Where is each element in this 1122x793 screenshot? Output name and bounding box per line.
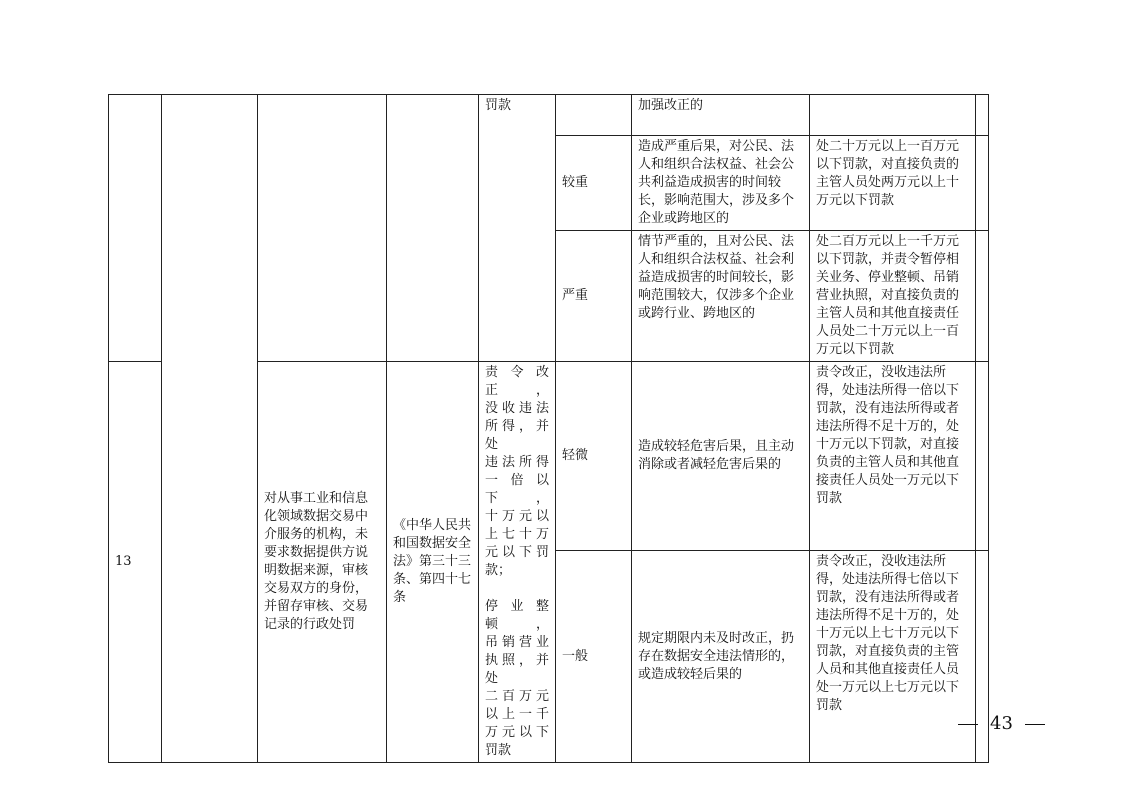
penalty-line: 罚款 (485, 743, 512, 758)
penalty-line: 停业整顿， (485, 599, 549, 632)
cell-item: 对从事工业和信息化领域数据交易中介服务的机构，未要求数据提供方说明数据来源，审核交易双方的身份，并留存审核、交易记录的行政处罚 (258, 362, 387, 763)
cell-penalty-continued: 罚款 (479, 95, 556, 362)
cell-item-empty (258, 95, 387, 362)
table-row (109, 95, 989, 136)
penalty-lines-b (485, 598, 549, 760)
cell-circumstance: 情节严重的，且对公民、法人和组织合法权益、社会利益造成损害的时间较长，影响范围较大，仅涉多个企业或跨行业、跨地区的 (632, 231, 810, 362)
dash-left (958, 724, 978, 725)
penalty-line: 十万元以 (485, 509, 549, 524)
penalty-line: 一倍以下， (485, 473, 549, 506)
cell-number-empty (109, 95, 162, 362)
penalty-standards-table (108, 94, 989, 763)
page-number: 43 (990, 713, 1013, 734)
cell-level: 轻微 (556, 362, 632, 551)
penalty-lines-a (485, 364, 549, 580)
cell-standard-empty (810, 95, 976, 136)
cell-standard: 责令改正，没收违法所得，处违法所得一倍以下罚款，没有违法所得或者违法所得不足十万的，处十万元以下罚款，对直接负责的主管人员和其他直接责任人员处一万元以下罚款 (810, 362, 976, 551)
cell-remark-empty (976, 136, 989, 231)
penalty-line: 吊销营业 (485, 635, 549, 650)
cell-remark-empty (976, 362, 989, 551)
penalty-line: 元以下罚 (485, 545, 549, 560)
cell-level-empty (556, 95, 632, 136)
cell-level: 严重 (556, 231, 632, 362)
cell-level: 一般 (556, 551, 632, 763)
cell-basis: 《中华人民共和国数据安全法》第三十三条、第四十七条 (387, 362, 479, 763)
penalty-line: 款； (485, 563, 512, 578)
cell-number: 13 (109, 362, 162, 763)
penalty-line: 责令改正， (485, 365, 549, 398)
penalty-line: 以上一千 (485, 707, 549, 722)
penalty-line: 所得，并处 (485, 419, 549, 452)
penalty-line: 二百万元 (485, 689, 549, 704)
cell-penalty (479, 362, 556, 763)
cell-circumstance: 造成严重后果，对公民、法人和组织合法权益、社会公共利益造成损害的时间较长，影响范围大，涉及多个企业或跨地区的 (632, 136, 810, 231)
cell-standard: 处二十万元以上一百万元以下罚款，对直接负责的主管人员处两万元以上十万元以下罚款 (810, 136, 976, 231)
dash-right (1025, 724, 1045, 725)
cell-circumstance: 造成较轻危害后果，且主动消除或者减轻危害后果的 (632, 362, 810, 551)
penalty-spacer (485, 580, 549, 598)
cell-circumstance: 加强改正的 (632, 95, 810, 136)
cell-category-empty (162, 95, 258, 763)
cell-remark-empty (976, 231, 989, 362)
penalty-line: 万元以下 (485, 725, 549, 740)
cell-circumstance: 规定期限内未及时改正，扔存在数据安全违法情形的，或造成较轻后果的 (632, 551, 810, 763)
page-footer (946, 713, 1057, 734)
penalty-line: 没收违法 (485, 401, 549, 416)
cell-remark-empty (976, 95, 989, 136)
cell-standard: 责令改正，没收违法所得，处违法所得七倍以下罚款，没有违法所得或者违法所得不足十万的，处十万元以上七十万元以下罚款，对直接负责的主管人员和其他直接责任人员处一万元以上七万元以下罚款 (810, 551, 976, 763)
penalty-line: 执照，并处 (485, 653, 549, 686)
cell-standard: 处二百万元以上一千万元以下罚款，并责令暂停相关业务、停业整顿、吊销营业执照，对直接负责的主管人员和其他直接责任人员处二十万元以上一百万元以下罚款 (810, 231, 976, 362)
penalty-line: 违法所得 (485, 455, 549, 470)
cell-basis-empty (387, 95, 479, 362)
penalty-line: 上七十万 (485, 527, 549, 542)
cell-level: 较重 (556, 136, 632, 231)
